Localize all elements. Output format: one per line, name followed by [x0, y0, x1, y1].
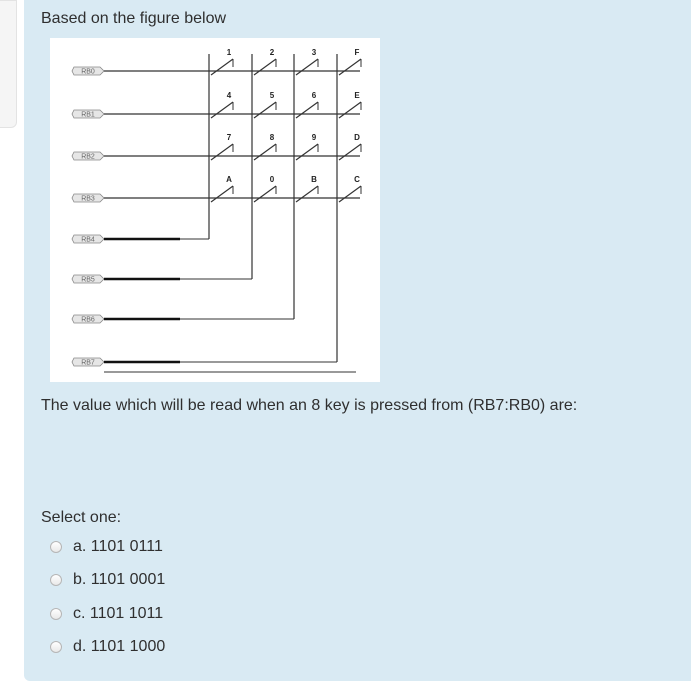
key-label-0: 0	[269, 175, 275, 184]
pin-rb6-label: RB6	[81, 316, 95, 324]
key-switch-5	[254, 102, 276, 118]
key-switch-d	[339, 144, 361, 160]
key-switch-c	[339, 186, 361, 202]
pin-rb7-label: RB7	[81, 359, 95, 367]
option-d-label: d. 1101 1000	[73, 638, 166, 655]
option-d[interactable]	[50, 636, 165, 658]
key-switch-3	[296, 59, 318, 75]
radio-b[interactable]	[50, 574, 62, 586]
keypad-circuit-diagram	[50, 38, 380, 382]
key-label-2: 2	[269, 48, 275, 57]
key-switch-f	[339, 59, 361, 75]
question-prompt: The value which will be read when an 8 key is pressed from (RB7:RB0) are:	[41, 397, 578, 414]
key-label-1: 1	[226, 48, 232, 57]
radio-d[interactable]	[50, 641, 62, 653]
option-a[interactable]	[50, 536, 163, 558]
radio-a[interactable]	[50, 541, 62, 553]
keypad-figure	[50, 38, 380, 382]
key-label-e: E	[354, 91, 360, 100]
key-switch-8	[254, 144, 276, 160]
pin-rb4-label: RB4	[81, 236, 95, 244]
key-label-9: 9	[311, 133, 317, 142]
key-label-f: F	[354, 48, 360, 57]
question-card	[24, 0, 691, 681]
pin-rb2-label: RB2	[81, 153, 95, 161]
question-intro: Based on the figure below	[41, 10, 227, 27]
key-label-b: B	[311, 175, 317, 184]
key-switch-1	[211, 59, 233, 75]
option-a-label: a. 1101 0111	[73, 538, 163, 555]
option-b[interactable]	[50, 569, 165, 591]
pin-rb3-label: RB3	[81, 195, 95, 203]
key-label-8: 8	[269, 133, 275, 142]
key-switch-2	[254, 59, 276, 75]
key-label-4: 4	[226, 91, 232, 100]
key-switch-0	[254, 186, 276, 202]
key-label-a: A	[226, 175, 232, 184]
key-label-d: D	[354, 133, 360, 142]
key-label-3: 3	[311, 48, 317, 57]
key-label-5: 5	[269, 91, 275, 100]
key-switch-9	[296, 144, 318, 160]
option-c[interactable]	[50, 603, 163, 625]
option-c-label: c. 1101 1011	[73, 605, 164, 622]
radio-c[interactable]	[50, 608, 62, 620]
pin-rb0-label: RB0	[81, 68, 95, 76]
key-switch-b	[296, 186, 318, 202]
key-label-6: 6	[311, 91, 317, 100]
key-label-7: 7	[226, 133, 232, 142]
left-panel-tab[interactable]	[0, 0, 17, 128]
select-one-label: Select one:	[41, 509, 122, 526]
pin-rb1-label: RB1	[81, 111, 95, 119]
key-switch-4	[211, 102, 233, 118]
key-switch-e	[339, 102, 361, 118]
key-switch-7	[211, 144, 233, 160]
option-b-label: b. 1101 0001	[73, 571, 166, 588]
key-switch-6	[296, 102, 318, 118]
pin-rb5-label: RB5	[81, 276, 95, 284]
key-label-c: C	[354, 175, 360, 184]
key-switch-a	[211, 186, 233, 202]
